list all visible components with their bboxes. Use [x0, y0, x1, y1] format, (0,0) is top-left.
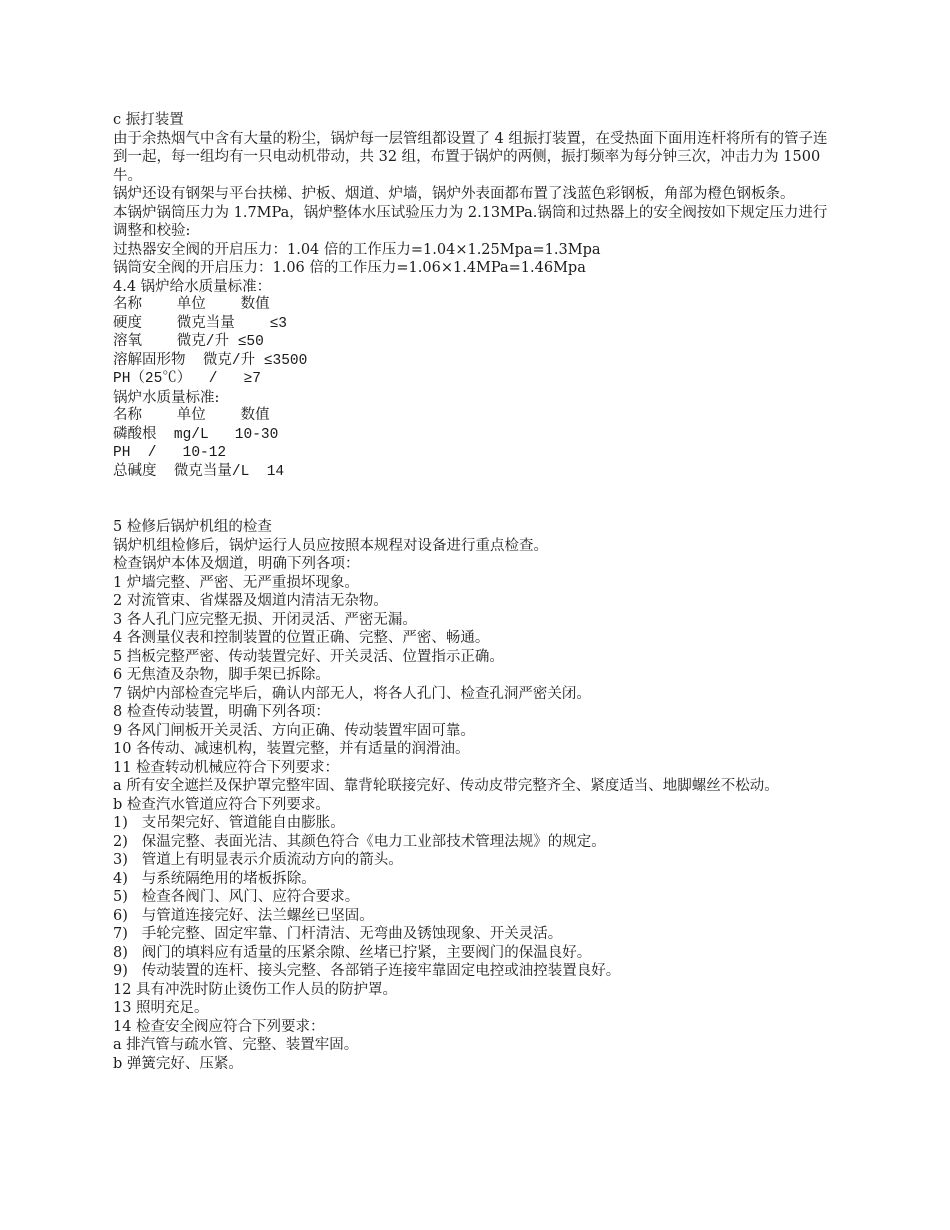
feedwater-row: PH（25℃） / ≥7: [113, 371, 261, 387]
section-5-line: 9 各风门闸板开关灵活、方向正确、传动装置牢固可靠。: [113, 722, 475, 739]
section-5-line: 6 无焦渣及杂物，脚手架已拆除。: [113, 667, 330, 683]
boilerwater-row: 名称 单位 数值: [113, 408, 270, 424]
section-5-line: 11 检查转动机械应符合下列要求：: [113, 759, 340, 776]
feedwater-title: 4.4 锅炉给水质量标准：: [113, 278, 272, 295]
document-page: [113, 111, 833, 1073]
feedwater-row: 溶氧 微克/升 ≤50: [113, 334, 264, 350]
paragraph-rapping-device: 由于余热烟气中含有大量的粉尘，锅炉每一层管组都设置了 4 组振打装置，在受热面下面用连杆将所有的管子连到一起，每一组均有一只电动机带动，共 32 组，布置于锅炉的两侧，振打频率为每分钟三次，冲击力为 1500 牛。: [113, 130, 828, 184]
section-5-line: 4 各测量仪表和控制装置的位置正确、完整、严密、畅通。: [113, 630, 490, 646]
section-5-line: 1 炉墙完整、严密、无严重损坏现象。: [113, 574, 359, 591]
boilerwater-row: PH / 10-12: [113, 445, 227, 461]
section-c-heading: c 振打装置: [113, 112, 184, 128]
section-5-line: 8 检查传动装置，明确下列各项：: [113, 704, 330, 720]
paragraph-pressure: 本锅炉锅筒压力为 1.7MPa，锅炉整体水压试验压力为 2.13MPa.锅筒和过热器上的安全阀按如下规定压力进行调整和校验:: [113, 204, 828, 239]
section-5-line: 5 挡板完整严密、传动装置完好、开关灵活、位置指示正确。: [113, 648, 504, 665]
section-5-line: 10 各传动、减速机构，装置完整，并有适量的润滑油。: [113, 741, 470, 757]
feedwater-row: 溶解固形物 微克/升 ≤3500: [113, 352, 308, 369]
paragraph-superheater-valve: 过热器安全阀的开启压力：1.04 倍的工作压力=1.04×1.25Mpa=1.3Mpa: [113, 241, 601, 258]
section-5-heading: 5 检修后锅炉机组的检查: [113, 519, 272, 535]
section-5-line: 14 检查安全阀应符合下列要求：: [113, 1018, 325, 1035]
section-5-body: [113, 537, 833, 1074]
feedwater-row: 硬度 微克当量 ≤3: [113, 315, 288, 332]
blank-line: [113, 481, 833, 500]
section-5-line: 1) 支吊架完好、管道能自由膨胀。: [113, 815, 345, 831]
section-5-line: a 排汽管与疏水管、完整、装置牢固。: [113, 1037, 359, 1053]
section-5-line: 7) 手轮完整、固定牢靠、门杆清洁、无弯曲及锈蚀现象、开关灵活。: [113, 926, 563, 942]
section-5-line: a 所有安全遮拦及保护罩完整牢固、靠背轮联接完好、传动皮带完整齐全、紧度适当、地脚螺丝不松动。: [113, 778, 779, 794]
section-5-line: b 弹簧完好、压紧。: [113, 1055, 243, 1072]
boilerwater-title: 锅炉水质量标准:: [113, 389, 220, 406]
section-5-line: 5) 检查各阀门、风门、应符合要求。: [113, 889, 360, 905]
section-5-line: 2 对流管束、省煤器及烟道内清洁无杂物。: [113, 593, 388, 609]
blank-line: [113, 500, 833, 519]
section-5-line: 3 各人孔门应完整无损、开闭灵活、严密无漏。: [113, 611, 417, 628]
paragraph-steel-frame: 锅炉还设有钢架与平台扶梯、护板、烟道、炉墙，锅炉外表面都布置了浅蓝色彩钢板，角部为橙色钢板条。: [113, 186, 795, 202]
section-5-line: 检查锅炉本体及烟道，明确下列各项：: [113, 556, 360, 572]
section-5-line: 6) 与管道连接完好、法兰螺丝已坚固。: [113, 907, 374, 924]
boilerwater-row: 磷酸根 mg/L 10-30: [113, 426, 279, 443]
section-5-line: 4) 与系统隔绝用的堵板拆除。: [113, 870, 316, 887]
section-5-line: 13 照明充足。: [113, 1000, 209, 1016]
feedwater-row: 名称 单位 数值: [113, 297, 270, 313]
section-5-line: b 检查汽水管道应符合下列要求。: [113, 796, 330, 813]
section-5-line: 9) 传动装置的连杆、接头完整、各部销子连接牢靠固定电控或油控装置良好。: [113, 963, 621, 979]
section-5-line: 3) 管道上有明显表示介质流动方向的箭头。: [113, 852, 403, 868]
section-5-line: 锅炉机组检修后，锅炉运行人员应按照本规程对设备进行重点检查。: [113, 537, 548, 554]
section-5-line: 7 锅炉内部检查完毕后，确认内部无人，将各人孔门、检查孔洞严密关闭。: [113, 685, 591, 702]
section-5-line: 2) 保温完整、表面光洁、其颜色符合《电力工业部技术管理法规》的规定。: [113, 833, 606, 850]
section-5-line: 12 具有冲洗时防止烫伤工作人员的防护罩。: [113, 981, 398, 998]
paragraph-drum-valve: 锅筒安全阀的开启压力：1.06 倍的工作压力=1.06×1.4MPa=1.46Mpa: [113, 260, 586, 276]
section-5-line: 8) 阀门的填料应有适量的压紧余隙、丝堵已拧紧，主要阀门的保温良好。: [113, 944, 592, 961]
boilerwater-row: 总碱度 微克当量/L 14: [113, 463, 285, 480]
